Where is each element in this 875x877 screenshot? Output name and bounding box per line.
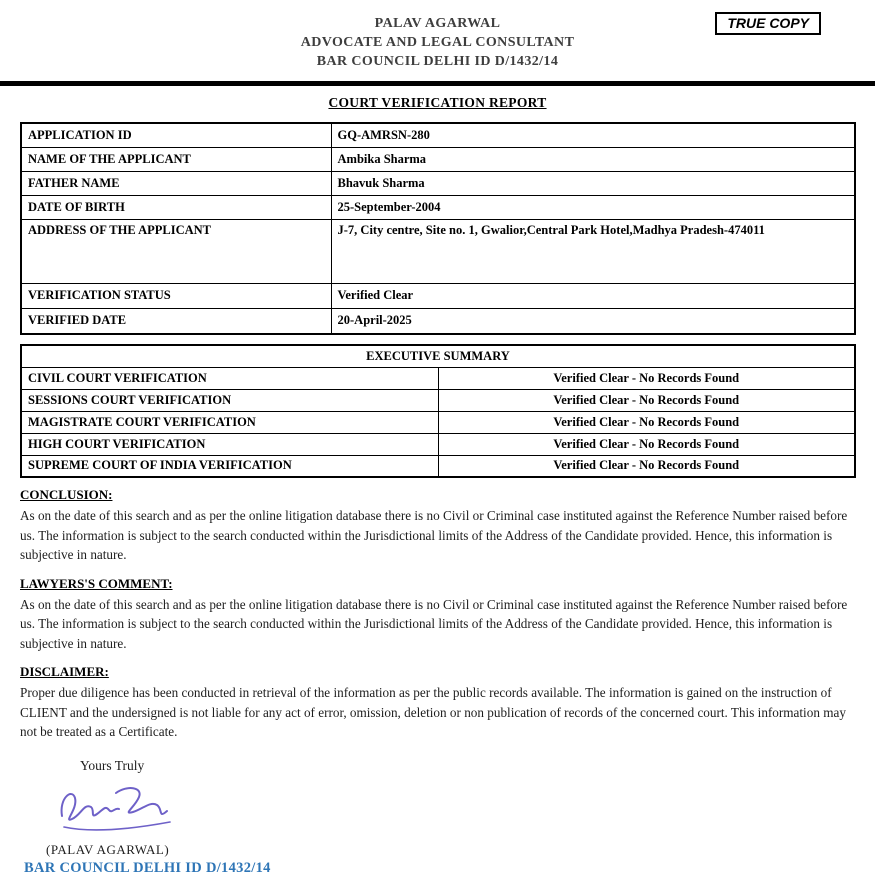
summary-value: Verified Clear - No Records Found <box>438 455 855 477</box>
applicant-details-table <box>20 122 856 335</box>
detail-label: APPLICATION ID <box>21 123 331 147</box>
conclusion-body: As on the date of this search and as per the online litigation database there is no Civil or Criminal case instituted against the Reference Number raised before us. The information is subject to the search conducted within the Jurisdictional limits of the Address of the Candidate provided. Hence, this information is subjective in nature. <box>20 508 848 562</box>
conclusion-section <box>20 487 853 565</box>
detail-label: ADDRESS OF THE APPLICANT <box>21 219 331 283</box>
table-row <box>21 389 855 411</box>
summary-label: SUPREME COURT OF INDIA VERIFICATION <box>21 455 438 477</box>
detail-value: Ambika Sharma <box>331 147 855 171</box>
table-row <box>21 147 855 171</box>
disclaimer-heading: DISCLAIMER: <box>20 664 109 679</box>
summary-label: MAGISTRATE COURT VERIFICATION <box>21 411 438 433</box>
summary-label: SESSIONS COURT VERIFICATION <box>21 389 438 411</box>
detail-value: Bhavuk Sharma <box>331 171 855 195</box>
detail-value: 20-April-2025 <box>331 308 855 334</box>
true-copy-stamp <box>715 12 821 35</box>
table-row <box>21 345 855 367</box>
true-copy-label: TRUE COPY <box>727 15 809 31</box>
header-divider <box>0 81 875 86</box>
table-row <box>21 219 855 283</box>
conclusion-heading: CONCLUSION: <box>20 487 113 502</box>
detail-value: 25-September-2004 <box>331 195 855 219</box>
table-row <box>21 123 855 147</box>
detail-label: FATHER NAME <box>21 171 331 195</box>
detail-value: Verified Clear <box>331 283 855 308</box>
lawyers-comment-heading: LAWYERS'S COMMENT: <box>20 575 173 591</box>
table-row <box>21 171 855 195</box>
signature-svg <box>50 778 178 840</box>
detail-label: VERIFICATION STATUS <box>21 283 331 308</box>
detail-value: GQ-AMRSN-280 <box>331 123 855 147</box>
bar-council-id-footer: BAR COUNCIL DELHI ID D/1432/14 <box>24 859 271 876</box>
table-row <box>21 367 855 389</box>
table-row <box>21 433 855 455</box>
table-row <box>21 283 855 308</box>
disclaimer-section <box>20 664 853 742</box>
summary-value: Verified Clear - No Records Found <box>438 367 855 389</box>
detail-value: J-7, City centre, Site no. 1, Gwalior,Central Park Hotel,Madhya Pradesh-474011 <box>331 219 855 283</box>
table-row <box>21 195 855 219</box>
lawyers-comment-body: As on the date of this search and as per the online litigation database there is no Civil or Criminal case instituted against the Reference Number raised before us. The information is subject to the search conducted within the Jurisdictional limits of the Address of the Candidate provided. Hence, this information is subjective in nature. <box>20 596 848 651</box>
advocate-title: ADVOCATE AND LEGAL CONSULTANT <box>300 35 575 50</box>
summary-value: Verified Clear - No Records Found <box>438 389 855 411</box>
detail-label: NAME OF THE APPLICANT <box>21 147 331 171</box>
signature-image <box>50 778 875 840</box>
closing-salutation: Yours Truly <box>80 757 145 773</box>
summary-label: CIVIL COURT VERIFICATION <box>21 367 438 389</box>
letterhead <box>0 0 875 71</box>
signer-name: (PALAV AGARWAL) <box>46 841 170 857</box>
disclaimer-body: Proper due diligence has been conducted in retrieval of the information as per the public records available. The information is gained on the instruction of CLIENT and the undersigned is not liable for any act of error, omission, deletion or non publication of records of the concerned court. This information may not be treated as a Certificate. <box>20 685 846 739</box>
summary-value: Verified Clear - No Records Found <box>438 411 855 433</box>
summary-value: Verified Clear - No Records Found <box>438 433 855 455</box>
detail-label: VERIFIED DATE <box>21 308 331 334</box>
executive-summary-table <box>20 344 856 478</box>
detail-label: DATE OF BIRTH <box>21 195 331 219</box>
table-row <box>21 411 855 433</box>
report-title: COURT VERIFICATION REPORT <box>328 95 547 110</box>
executive-summary-title: EXECUTIVE SUMMARY <box>21 345 855 367</box>
table-row <box>21 308 855 334</box>
bar-council-id-header: BAR COUNCIL DELHI ID D/1432/14 <box>316 54 559 69</box>
lawyers-comment-section <box>20 576 853 654</box>
advocate-name: PALAV AGARWAL <box>374 16 501 31</box>
table-row <box>21 455 855 477</box>
summary-label: HIGH COURT VERIFICATION <box>21 433 438 455</box>
